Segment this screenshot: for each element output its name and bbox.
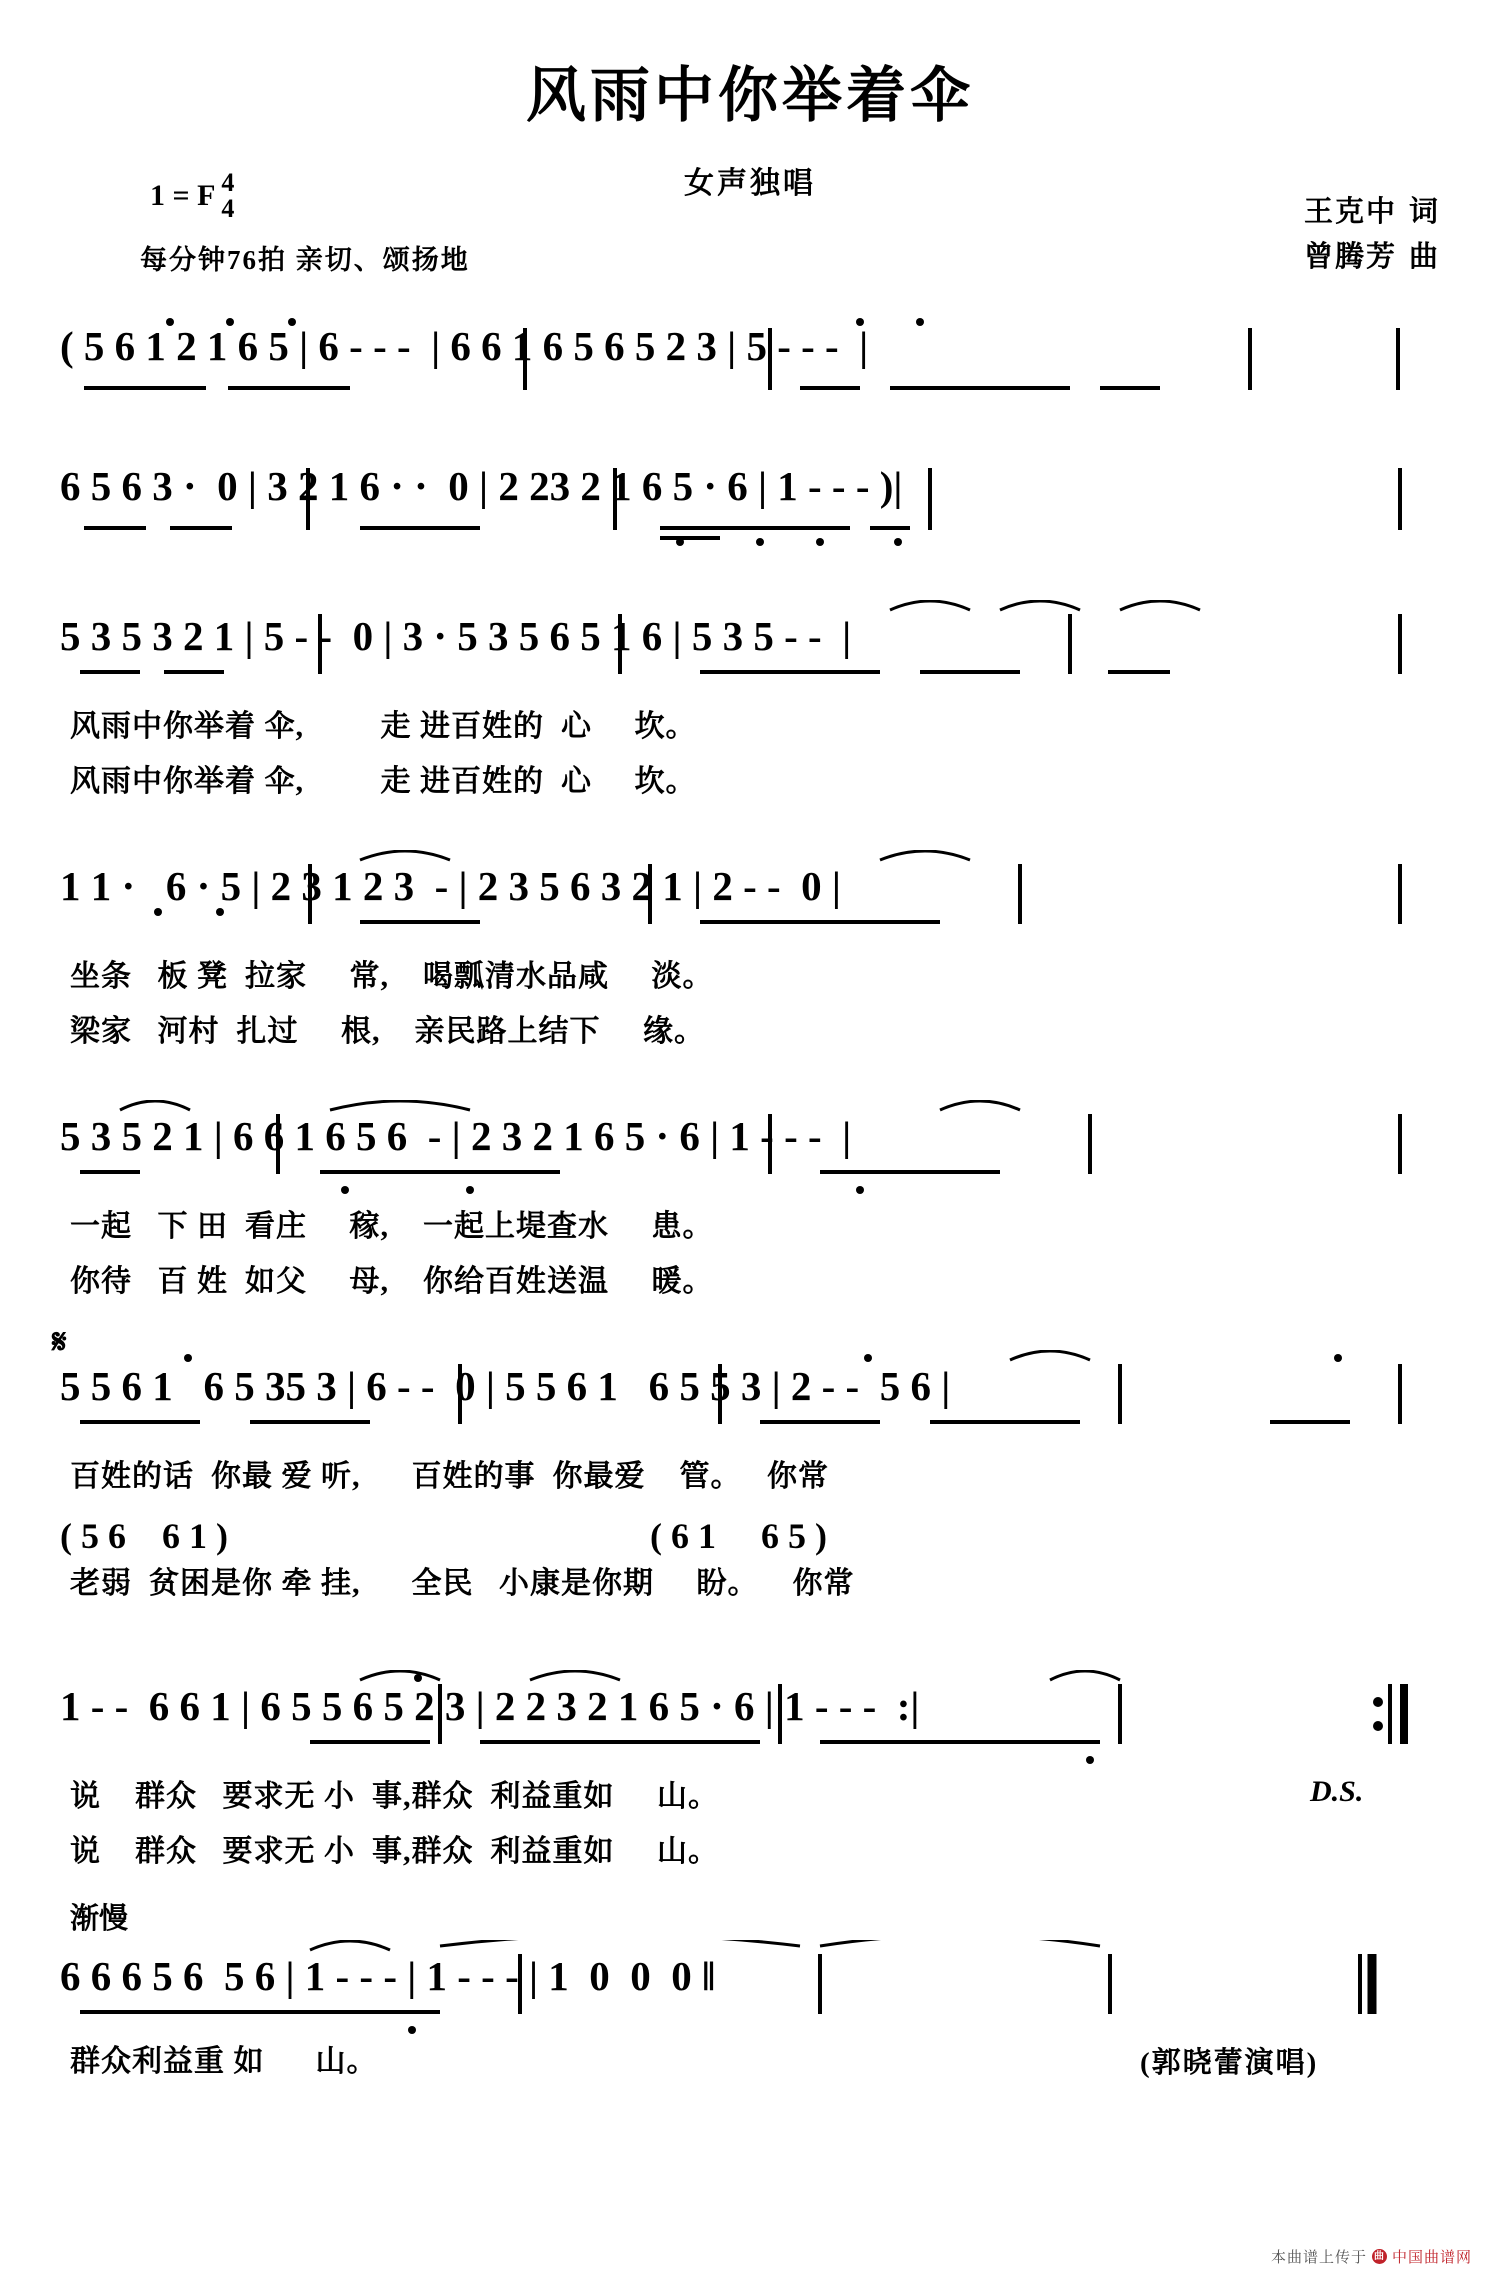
key-label: 1 = F bbox=[150, 178, 216, 212]
lyric-verse-3-line-2: 你待 百 姓 如父 母, 你给百姓送温 暖。 bbox=[70, 1265, 714, 1298]
music-system-verse-2 bbox=[60, 850, 1440, 1100]
lyric-chorus-1-line-1: 百姓的话 你最 爱 听, 百姓的事 你最爱 管。 你常 bbox=[70, 1460, 829, 1493]
site-logo-icon: 曲 bbox=[1373, 2251, 1385, 2262]
music-system-chorus-2 bbox=[60, 1670, 1440, 1920]
singer-credit: (郭晓蕾演唱) bbox=[1140, 2047, 1319, 2079]
lyricist-role: 词 bbox=[1408, 196, 1440, 228]
lyric-chorus-2-line-2: 说 群众 要求无 小 事,群众 利益重如 山。 bbox=[70, 1835, 719, 1868]
notes-coda: 6 6 6 5 6 5 6 | 1 - - - | 1 - - - | 1 0 0 0 ‖ bbox=[60, 1953, 716, 1999]
lyric-verse-2-line-1: 坐条 板 凳 拉家 常, 喝瓢清水品咸 淡。 bbox=[70, 960, 714, 993]
lyric-verse-1-line-1: 风雨中你举着 伞, 走 进百姓的 心 坎。 bbox=[70, 710, 697, 743]
notes-intro-2: 6 5 6 3 · 0 | 3 2 1 6 · · 0 | 2 23 2 1 6 5 · 6 | 1 - - - )| bbox=[60, 463, 903, 509]
notes-chorus-2: 1 - - 6 6 1 | 6 5 5 6 5 2 3 | 2 2 3 2 1 6 5 · 6 | 1 - - - :| bbox=[60, 1683, 920, 1729]
lyric-verse-2-line-2: 梁家 河村 扎过 根, 亲民路上结下 缘。 bbox=[70, 1015, 705, 1048]
composer-name: 曾腾芳 bbox=[1303, 240, 1397, 273]
music-system-chorus-1 bbox=[52, 1324, 1440, 1650]
lyricist-line bbox=[1304, 190, 1440, 235]
watermark-text: 本曲谱上传于 bbox=[1270, 2250, 1367, 2266]
lyric-chorus-1-line-2: 老弱 贫困是你 牵 挂, 全民 小康是你期 盼。 你常 bbox=[70, 1567, 855, 1600]
page-title: 风雨中你举着伞 bbox=[526, 63, 974, 129]
sheet-music-page bbox=[0, 48, 1500, 2281]
music-system-coda bbox=[60, 1903, 1440, 2140]
time-signature-denominator: 4 bbox=[221, 194, 235, 223]
music-system-intro-2 bbox=[60, 450, 1440, 600]
site-watermark bbox=[1271, 2246, 1472, 2267]
composer-line bbox=[1304, 235, 1440, 280]
music-system-intro-1 bbox=[60, 310, 1440, 450]
score-header bbox=[0, 150, 1500, 310]
lyric-coda: 群众利益重 如 山。 bbox=[70, 2045, 378, 2078]
notes-verse-1: 5 3 5 3 2 1 | 5 - - 0 | 3 · 5 3 5 6 5 1 6 | 5 3 5 - - | bbox=[60, 613, 852, 659]
ossia-notes-1: ( 5 6 6 1 ) bbox=[60, 1516, 228, 1556]
lyric-verse-3-line-1: 一起 下 田 看庄 稼, 一起上堤查水 患。 bbox=[70, 1210, 714, 1243]
notes-verse-2: 1 1 · 6 · 5 | 2 3 1 2 3 - | 2 3 5 6 3 2 1 | 2 - - 0 | bbox=[60, 863, 841, 909]
site-name: 中国曲谱网 bbox=[1391, 2250, 1472, 2266]
ossia-notes-2: ( 6 1 6 5 ) bbox=[650, 1516, 827, 1556]
lyric-verse-1-line-2: 风雨中你举着 伞, 走 进百姓的 心 坎。 bbox=[70, 765, 697, 798]
lyricist-name: 王克中 bbox=[1303, 196, 1397, 228]
music-system-verse-1 bbox=[60, 600, 1440, 850]
lyric-chorus-2-line-1: 说 群众 要求无 小 事,群众 利益重如 山。 bbox=[70, 1780, 719, 1813]
segno-mark: 𝄋 bbox=[52, 1324, 67, 1361]
music-system-verse-3 bbox=[60, 1100, 1440, 1350]
slow-marking: 渐慢 bbox=[70, 1903, 129, 1935]
ds-mark: D.S. bbox=[1310, 1775, 1364, 1808]
notes-intro-1: ( 5 6 1 2 1 6 5 | 6 - - - | 6 6 1 6 5 6 5 2 3 | 5 - - - | bbox=[60, 323, 869, 369]
composer-role: 曲 bbox=[1408, 240, 1440, 273]
notes-verse-3: 5 3 5 2 1 | 6 6 1 6 5 6 - | 2 3 2 1 6 5 · 6 | 1 - - - | bbox=[60, 1113, 852, 1159]
notes-chorus-1: 5 5 6 1 6 5 35 3 | 6 - - 0 | 5 5 6 1 6 5 5 3 | 2 - - 5 6 | bbox=[60, 1363, 951, 1409]
tempo-marking: 每分钟76拍 亲切、颂扬地 bbox=[140, 245, 470, 275]
credits bbox=[1304, 190, 1440, 280]
time-signature-numerator: 4 bbox=[221, 168, 235, 197]
subtitle: 女声独唱 bbox=[684, 167, 816, 200]
